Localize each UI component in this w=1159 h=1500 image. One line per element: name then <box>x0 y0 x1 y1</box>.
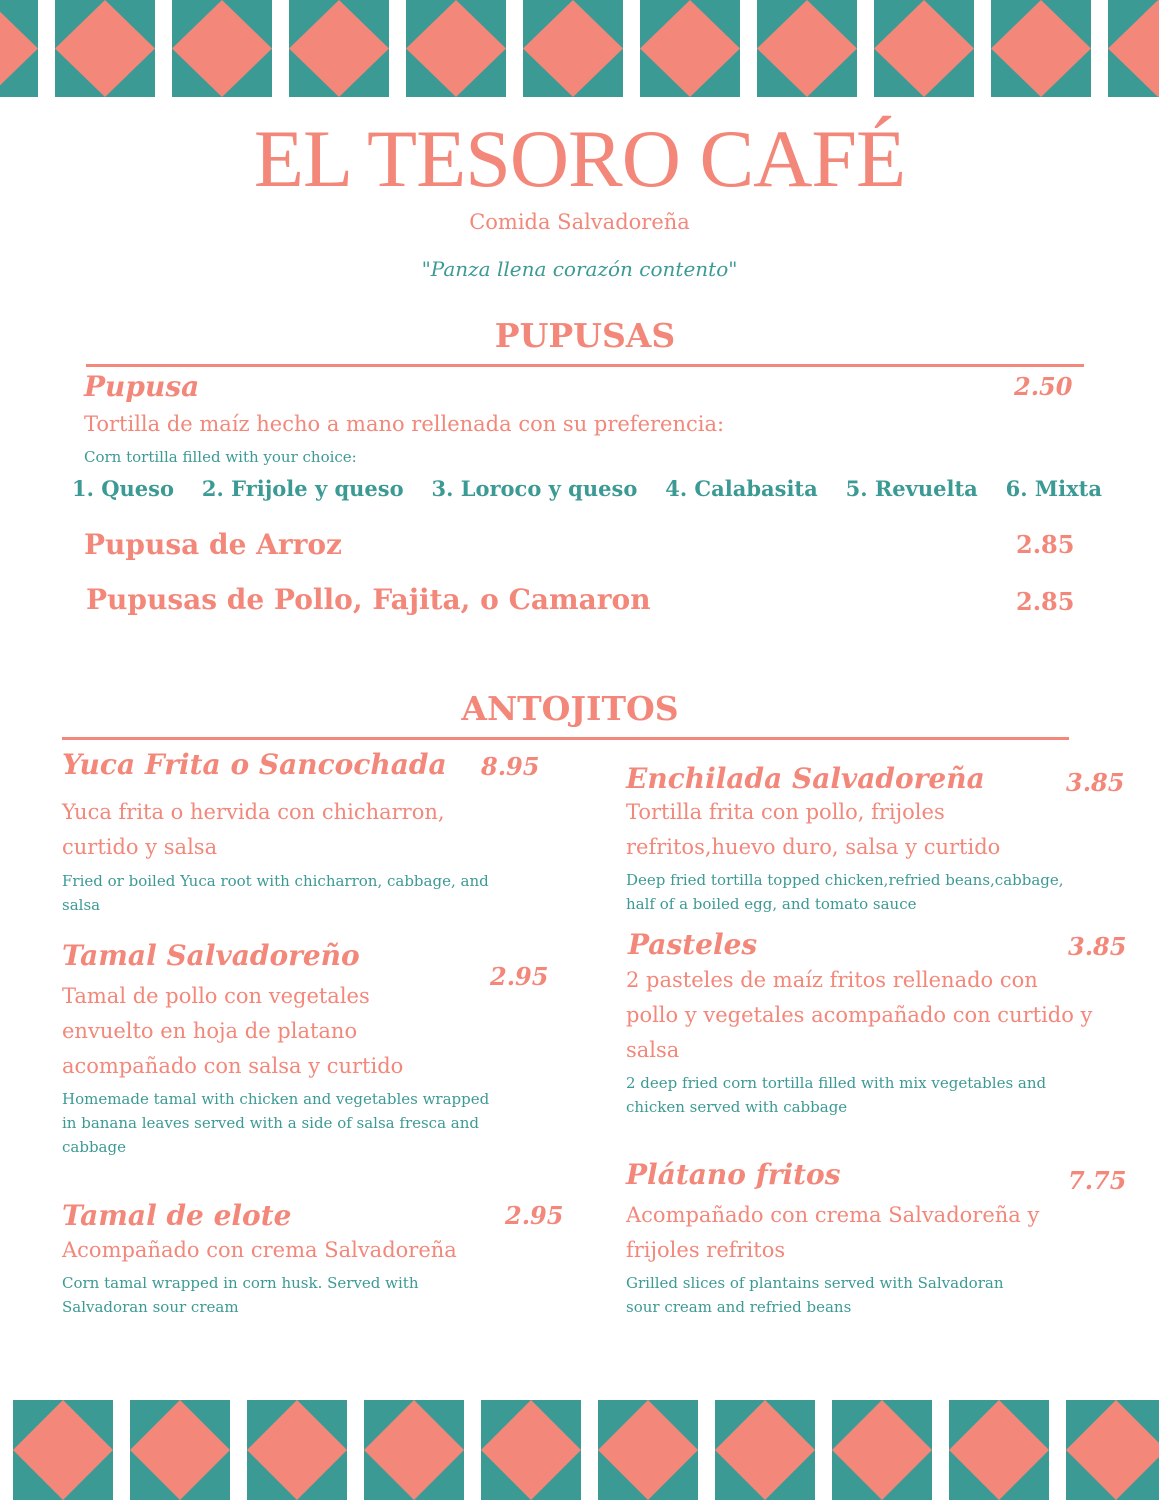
item-desc-es-tamal-salvadoreno: Tamal de pollo con vegetales envuelto en hoja de platano acompañado con salsa y curtido <box>62 984 404 1078</box>
item-desc-es-yuca: Yuca frita o hervida con chicharron, curtido y salsa <box>62 800 445 859</box>
item-price-platano-fritos: 7.75 <box>1068 1166 1127 1195</box>
item-name-pupusa: Pupusa <box>84 370 200 403</box>
item-name-tamal-de-elote: Tamal de elote <box>62 1199 292 1232</box>
diamond-pattern <box>0 0 1159 97</box>
top-pattern-band <box>0 0 1159 97</box>
item-name-pupusa-de-arroz: Pupusa de Arroz <box>84 528 342 561</box>
item-name-yuca: Yuca Frita o Sancochada <box>62 748 447 781</box>
item-desc-en-yuca: Fried or boiled Yuca root with chicharron, cabbage, and salsa <box>62 872 489 914</box>
restaurant-motto: "Panza llena corazón contento" <box>421 257 738 281</box>
filling-option: 6. Mixta <box>1005 476 1102 501</box>
item-name-pasteles: Pasteles <box>628 928 758 961</box>
item-price-pupusa-de-arroz: 2.85 <box>1016 530 1075 559</box>
item-price-pupusas-de-pollo: 2.85 <box>1016 587 1075 616</box>
filling-option: 5. Revuelta <box>845 476 978 501</box>
pupusas-divider <box>86 364 1084 367</box>
item-desc-en-pupusa: Corn tortilla filled with your choice: <box>84 448 357 466</box>
item-name-platano-fritos: Plátano fritos <box>626 1158 841 1191</box>
item-desc-en-tamal-salvadoreno: Homemade tamal with chicken and vegetables wrapped in banana leaves served with a side of salsa fresca and cabbage <box>62 1090 490 1156</box>
item-desc-en-pasteles: 2 deep fried corn tortilla filled with mix vegetables and chicken served with cabbage <box>626 1074 1047 1116</box>
item-desc-en-platano-fritos: Grilled slices of plantains served with Salvadoran sour cream and refried beans <box>626 1274 1004 1316</box>
item-price-tamal-de-elote: 2.95 <box>505 1201 564 1230</box>
item-price-tamal-salvadoreno: 2.95 <box>490 962 549 991</box>
diamond-pattern <box>0 1400 1159 1500</box>
filling-option: 2. Frijole y queso <box>201 476 404 501</box>
section-title-pupusas: PUPUSAS <box>494 316 676 355</box>
section-title-antojitos: ANTOJITOS <box>461 689 679 728</box>
pupusa-filling-options <box>72 476 1102 501</box>
item-desc-es-tamal-de-elote: Acompañado con crema Salvadoreña <box>62 1238 457 1262</box>
antojitos-divider <box>62 737 1069 740</box>
item-name-enchilada: Enchilada Salvadoreña <box>626 762 985 795</box>
item-desc-es-platano-fritos: Acompañado con crema Salvadoreña y frijoles refritos <box>626 1203 1040 1262</box>
item-desc-es-pasteles: 2 pasteles de maíz fritos rellenado con pollo y vegetales acompañado con curtido y salsa <box>626 968 1093 1062</box>
item-desc-en-enchilada: Deep fried tortilla topped chicken,refried beans,cabbage, half of a boiled egg, and tomato sauce <box>626 871 1064 913</box>
item-desc-en-tamal-de-elote: Corn tamal wrapped in corn husk. Served with Salvadoran sour cream <box>62 1274 419 1316</box>
item-price-enchilada: 3.85 <box>1066 768 1125 797</box>
item-name-tamal-salvadoreno: Tamal Salvadoreño <box>62 939 360 972</box>
item-price-pupusa: 2.50 <box>1014 372 1073 401</box>
item-desc-es-pupusa: Tortilla de maíz hecho a mano rellenada con su preferencia: <box>84 412 725 436</box>
restaurant-title: EL TESORO CAFÉ <box>253 113 906 204</box>
item-desc-es-enchilada: Tortilla frita con pollo, frijoles refritos,huevo duro, salsa y curtido <box>626 800 1001 859</box>
filling-option: 3. Loroco y queso <box>431 476 638 501</box>
item-price-yuca: 8.95 <box>481 752 540 781</box>
item-price-pasteles: 3.85 <box>1068 932 1127 961</box>
filling-option: 1. Queso <box>72 476 174 501</box>
item-name-pupusas-de-pollo: Pupusas de Pollo, Fajita, o Camaron <box>86 583 651 616</box>
bottom-pattern-band <box>0 1400 1159 1500</box>
restaurant-subtitle: Comida Salvadoreña <box>469 210 690 234</box>
filling-option: 4. Calabasita <box>665 476 818 501</box>
